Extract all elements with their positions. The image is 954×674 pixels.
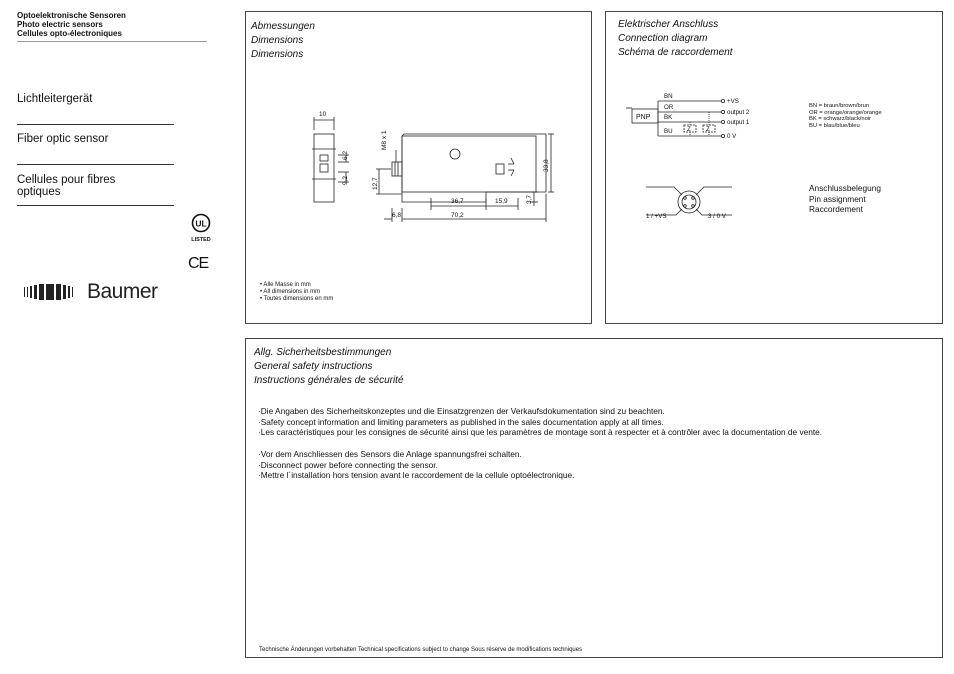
zener-1: Z [687,126,691,133]
legend-bu: BU = blau/blue/bleu [809,122,860,129]
terminal-0v: 0 V [727,133,737,140]
dim-label-33-8: 33,8 [543,159,550,172]
ul-listed-text: LISTED [191,237,211,243]
dimensions-note [260,282,333,303]
wire-bn: BN [664,93,673,100]
dimensions-title-en: Dimensions [251,35,304,46]
pin-assignment-title [809,183,881,215]
safety-item: ·Safety concept information and limiting parameters as published in the sales documentation apply at all times. [258,416,664,427]
connection-title-fr: Schéma de raccordement [618,47,733,58]
wire-bu: BU [664,128,673,135]
dim-label-70-2: 70,2 [451,212,464,219]
wire-legend [809,103,882,129]
header-divider [17,41,207,42]
product-name-fr [17,174,115,198]
terminal-output2: output 2 [727,109,750,116]
pin-title-en: Pin assignment [809,193,866,204]
product-name-en: Fiber optic sensor [17,133,109,145]
terminal-output1: output 1 [727,119,750,126]
pin-3-label: 3 / 0 V [708,213,726,220]
product-name-de: Lichtleitergerät [17,93,93,105]
category-header [17,11,126,38]
safety-item: ·Les caractéristiques pour les consignes de sécurité ainsi que les paramètres de montage sont à respecter et à contrôler avec la documentation de vente. [258,427,823,437]
divider [17,124,174,125]
dim-label-m8: M8 x 1 [381,130,388,150]
legend-bn: BN = braun/brown/brun [809,103,870,109]
note-fr: • Toutes dimensions en mm [260,296,334,302]
baumer-logo-bars-icon [24,283,76,307]
safety-title-de: Allg. Sicherheitsbestimmungen [254,347,392,358]
product-name-fr-line2: optiques [17,186,61,198]
safety-panel [245,338,943,658]
safety-group-2 [258,449,574,481]
dim-label-10: 10 [319,111,327,118]
divider [17,164,174,165]
legend-or: OR = orange/orange/orange [809,109,882,116]
safety-title-fr: Instructions générales de sécurité [254,375,404,386]
ul-icon [190,213,212,233]
footer-disclaimer: Technische Änderungen vorbehalten Technical specifications subject to change Sous réserve de modifications techniques [259,647,583,653]
dim-label-6-2: 6,2 [342,150,349,160]
terminal-vs: +VS [727,98,739,105]
dim-label-12-7: 12,7 [372,177,379,190]
divider [17,205,174,206]
dim-label-9-2: 9,2 [342,175,349,185]
note-de: • Alle Masse in mm [260,282,311,288]
note-en: • All dimensions in mm [260,289,321,295]
pnp-label: PNP [636,114,651,121]
connection-panel [605,11,943,324]
baumer-logo-text: Baumer [87,280,158,303]
dimensions-title-de: Abmessungen [251,21,315,32]
wire-or: OR [664,104,674,111]
ul-listed-mark [190,213,212,245]
dim-label-6-8: 6,8 [392,212,402,219]
safety-item: ·Die Angaben des Sicherheitskonzeptes und die Einsatzgrenzen der Verkaufsdokumentation sind zu beachten. [258,406,665,416]
baumer-logo [24,281,164,305]
dim-label-15-9: 15,9 [495,198,508,205]
category-en: Photo electric sensors [17,20,103,29]
dim-label-3-7: 3,7 [526,194,533,204]
safety-item: ·Mettre l´installation hors tension avant le raccordement de la cellule optoélectronique. [258,470,575,480]
connection-title-en: Connection diagram [618,33,708,44]
pin-1-label: 1 / +VS [646,213,667,220]
category-fr: Cellules opto-électroniques [17,29,122,38]
dimensions-title-fr: Dimensions [251,49,304,60]
safety-item: ·Vor dem Anschliessen des Sensors die Anlage spannungsfrei schalten. [258,449,522,459]
safety-title-en: General safety instructions [254,361,373,372]
legend-bk: BK = schwarz/black/noir [809,116,872,122]
wiring-diagram [606,12,942,323]
connection-title-de: Elektrischer Anschluss [618,19,719,30]
dimension-drawing [246,12,591,323]
category-de: Optoelektronische Sensoren [17,11,126,20]
safety-title [254,346,404,388]
zener-2: Z [706,126,710,133]
dimensions-panel [245,11,592,324]
pin-title-de: Anschlussbelegung [809,183,881,193]
product-name-fr-line1: Cellules pour fibres [17,174,116,186]
dim-label-36-7: 36,7 [451,198,464,205]
pin-title-fr: Raccordement [809,204,863,214]
svg-text:UL: UL [195,218,207,229]
safety-item: ·Disconnect power before connecting the sensor. [258,459,438,470]
safety-group-1 [258,406,822,438]
wire-bk: BK [664,114,673,121]
ce-mark: CE [188,255,209,272]
